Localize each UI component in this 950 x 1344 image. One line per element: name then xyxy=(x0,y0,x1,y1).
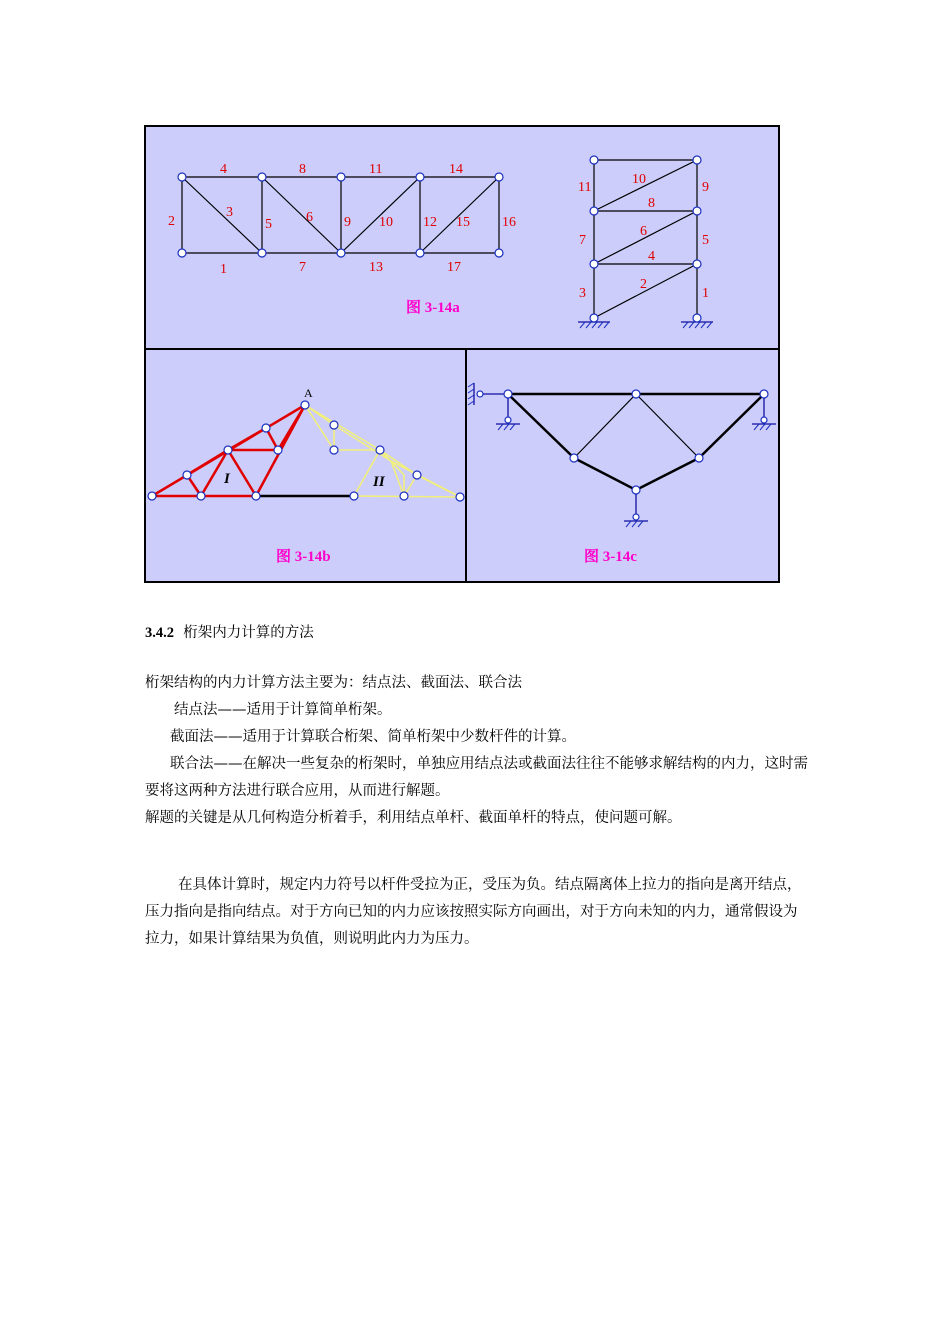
svg-text:16: 16 xyxy=(502,215,516,230)
svg-text:1: 1 xyxy=(702,286,709,301)
svg-text:10: 10 xyxy=(632,172,646,187)
svg-text:17: 17 xyxy=(447,260,461,275)
paragraph-joint-method: 结点法——适用于计算简单桁架。 xyxy=(174,702,392,718)
svg-text:5: 5 xyxy=(702,233,709,248)
svg-text:11: 11 xyxy=(369,162,383,177)
section-heading xyxy=(145,621,314,642)
paragraph-sign-convention: 在具体计算时，规定内力符号以杆件受拉为正，受压为负。结点隔离体上拉力的指向是离开结点，压力指向是指向结点。对于方向已知的内力应该按照实际方向画出，对于方向未知的内力，通常假设为拉力，如果计算结果为负值，则说明此内力为压力。 xyxy=(145,877,802,947)
svg-text:9: 9 xyxy=(702,180,709,195)
svg-text:1: 1 xyxy=(220,262,227,277)
svg-text:5: 5 xyxy=(265,217,272,232)
caption-figure-c: 图 3-14c xyxy=(584,549,637,565)
svg-text:4: 4 xyxy=(220,162,227,177)
svg-text:7: 7 xyxy=(579,233,586,248)
svg-text:3: 3 xyxy=(579,286,586,301)
figure-background xyxy=(144,125,780,583)
svg-text:14: 14 xyxy=(449,162,463,177)
caption-figure-a: 图 3-14a xyxy=(406,300,460,316)
caption-figure-b: 图 3-14b xyxy=(276,549,331,565)
svg-text:15: 15 xyxy=(456,215,470,230)
svg-text:12: 12 xyxy=(423,215,437,230)
body-text-2 xyxy=(145,872,810,953)
point-label-a: A xyxy=(304,386,313,400)
svg-text:13: 13 xyxy=(369,260,383,275)
svg-text:8: 8 xyxy=(648,196,655,211)
paragraph-methods: 桁架结构的内力计算方法主要为：结点法、截面法、联合法 xyxy=(145,675,522,691)
svg-text:9: 9 xyxy=(344,215,351,230)
svg-text:4: 4 xyxy=(648,249,655,264)
section-number: 3.4.2 xyxy=(145,625,174,641)
svg-text:11: 11 xyxy=(578,180,592,195)
paragraph-section-method: 截面法——适用于计算联合桁架、简单桁架中少数杆件的计算。 xyxy=(170,729,576,745)
paragraph-combined-method: 联合法——在解决一些复杂的桁架时，单独应用结点法或截面法往往不能够求解结构的内力，这时需要将这两种方法进行联合应用，从而进行解题。 xyxy=(145,756,808,799)
paragraph-key: 解题的关键是从几何构造分析着手，利用结点单杆、截面单杆的特点，使问题可解。 xyxy=(145,810,682,826)
svg-text:2: 2 xyxy=(168,214,175,229)
svg-text:10: 10 xyxy=(379,215,393,230)
region-label-i: I xyxy=(224,471,230,487)
body-text-1 xyxy=(145,670,810,832)
section-title: 桁架内力计算的方法 xyxy=(183,625,314,641)
region-label-ii: II xyxy=(373,474,385,490)
figure-3-14 xyxy=(144,125,780,583)
svg-text:8: 8 xyxy=(299,162,306,177)
svg-text:3: 3 xyxy=(226,205,233,220)
svg-text:6: 6 xyxy=(306,210,313,225)
svg-text:7: 7 xyxy=(299,260,306,275)
svg-text:2: 2 xyxy=(640,277,647,292)
svg-text:6: 6 xyxy=(640,224,647,239)
